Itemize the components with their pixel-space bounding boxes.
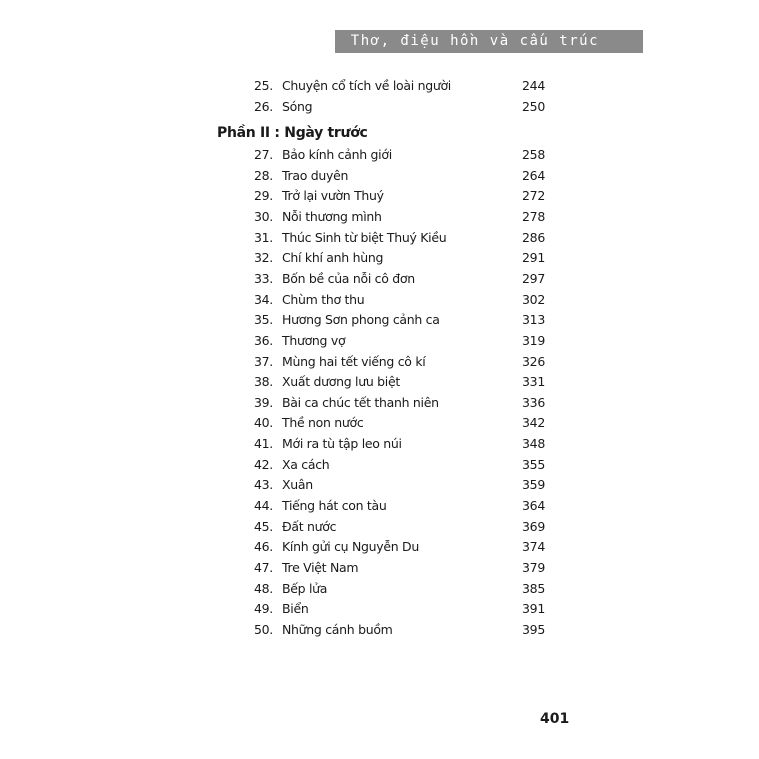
toc-entry-number: 38.: [254, 374, 273, 390]
toc-entry-page: 385: [522, 580, 545, 596]
toc-entry-title: Tiếng hát con tàu: [282, 498, 387, 514]
toc-entry: [0, 186, 600, 206]
toc-entry-page: 258: [522, 147, 545, 162]
toc-entry-title: Mùng hai tết viếng cô kí: [282, 353, 426, 369]
toc-entry-number: 34.: [254, 291, 273, 307]
toc-entry-page: 250: [522, 99, 545, 114]
running-header-title: Thơ, điệu hồn và cấu trúc: [350, 33, 599, 49]
toc-entry-number: 47.: [254, 560, 273, 575]
toc-entry-title: Tre Việt Nam: [282, 560, 359, 575]
toc-entry-number: 39.: [254, 394, 273, 410]
toc-entry-title: Bốn bề của nỗi cô đơn: [282, 270, 415, 286]
toc-entry-page: 359: [522, 477, 545, 493]
toc-entry-title: Chùm thơ thu: [282, 291, 365, 307]
toc-entry-page: 379: [522, 560, 545, 575]
toc-entry-page: 395: [522, 621, 545, 637]
toc-entry-page: 297: [522, 270, 545, 286]
toc-entry: [0, 290, 600, 310]
toc-entry-number: 32.: [254, 250, 273, 266]
toc-entry: [0, 248, 600, 268]
toc-entry: [0, 372, 600, 392]
running-header: [335, 30, 643, 53]
toc-entry: [0, 228, 600, 248]
toc-entry-page: 313: [522, 312, 545, 328]
toc-entry-title: Chuyện cổ tích về loài người: [282, 78, 451, 93]
toc-entry-title: Kính gửi cụ Nguyễn Du: [282, 539, 419, 555]
toc-entry: [0, 331, 600, 351]
toc-entry-number: 46.: [254, 539, 273, 555]
toc-entry-title: Bài ca chúc tết thanh niên: [282, 394, 439, 410]
toc-entry-page: 391: [522, 601, 545, 617]
toc-entry-page: 264: [522, 167, 545, 183]
toc-entry-title: Thương vợ: [282, 332, 346, 348]
toc-entry: [0, 413, 600, 433]
toc-entry-number: 33.: [254, 270, 273, 286]
toc-entry-number: 42.: [254, 456, 273, 472]
toc-entry-title: Sóng: [282, 99, 313, 114]
toc-entry-number: 40.: [254, 415, 273, 431]
toc-entry-number: 44.: [254, 498, 273, 514]
section-heading: Phần II : Ngày trước: [217, 125, 368, 141]
toc-entry-number: 45.: [254, 518, 273, 534]
toc-entry-page: 374: [522, 539, 545, 555]
toc-entry: [0, 620, 600, 640]
toc-entry: [0, 599, 600, 619]
toc-entry-title: Thề non nước: [282, 415, 364, 431]
toc-entry-page: 355: [522, 456, 545, 472]
toc-entry: [0, 76, 600, 96]
toc-entry: [0, 496, 600, 516]
toc-entry-number: 25.: [254, 78, 273, 93]
toc-entry: [0, 455, 600, 475]
toc-entry-title: Bếp lửa: [282, 580, 328, 596]
toc-entry-page: 336: [522, 394, 545, 410]
toc-entry-title: Những cánh buồm: [282, 621, 393, 637]
toc-entry-number: 49.: [254, 601, 273, 617]
toc-entry-number: 30.: [254, 208, 273, 224]
toc-entry-page: 319: [522, 332, 545, 348]
toc-entry-title: Xuất dương lưu biệt: [282, 374, 400, 390]
toc-entry-number: 29.: [254, 188, 273, 204]
toc-entry: [0, 558, 600, 578]
toc-entry: [0, 434, 600, 454]
toc-entry: [0, 269, 600, 289]
toc-entry-number: 37.: [254, 353, 273, 369]
toc-entry: [0, 537, 600, 557]
toc-entry-title: Xa cách: [282, 456, 330, 472]
toc-entry-page: 369: [522, 518, 545, 534]
toc-entry-title: Thúc Sinh từ biệt Thuý Kiều: [282, 229, 447, 245]
toc-entry: [0, 393, 600, 413]
toc-entry-number: 41.: [254, 436, 273, 452]
toc-entry-page: 348: [522, 436, 545, 452]
toc-entry-title: Hương Sơn phong cảnh ca: [282, 312, 440, 328]
toc-entry-number: 36.: [254, 332, 273, 348]
toc-entry-page: 244: [522, 78, 545, 93]
toc-entry-number: 27.: [254, 147, 273, 162]
toc-entry-number: 26.: [254, 99, 273, 114]
toc-entry-title: Trao duyên: [282, 167, 349, 183]
toc-entry-page: 342: [522, 415, 545, 431]
page-number: 401: [540, 711, 570, 727]
toc-entry-title: Nỗi thương mình: [282, 208, 382, 224]
toc-entry: [0, 310, 600, 330]
toc-entry-title: Biển: [282, 601, 309, 617]
toc-entry-page: 278: [522, 208, 545, 224]
toc-entry-number: 35.: [254, 312, 273, 328]
toc-entry: [0, 145, 600, 165]
toc-entry-page: 326: [522, 353, 545, 369]
toc-entry-page: 364: [522, 498, 545, 514]
toc-entry-title: Bảo kính cảnh giới: [282, 147, 392, 162]
toc-entry-page: 302: [522, 291, 545, 307]
toc-entry-page: 331: [522, 374, 545, 390]
toc-entry-title: Trở lại vườn Thuý: [282, 188, 384, 204]
toc-entry-title: Đất nước: [282, 518, 337, 534]
toc-entry-page: 272: [522, 188, 545, 204]
toc-entry-number: 43.: [254, 477, 273, 493]
toc-entry-title: Xuân: [282, 477, 313, 493]
toc-entry-number: 28.: [254, 167, 273, 183]
toc-entry: [0, 517, 600, 537]
toc-entry: [0, 97, 600, 117]
toc-entry: [0, 352, 600, 372]
toc-entry-number: 31.: [254, 229, 273, 245]
toc-entry: [0, 207, 600, 227]
toc-entry-number: 50.: [254, 621, 273, 637]
toc-entry-title: Chí khí anh hùng: [282, 250, 384, 266]
toc-entry-number: 48.: [254, 580, 273, 596]
toc-entry: [0, 166, 600, 186]
toc-entry: [0, 475, 600, 495]
toc-entry-page: 286: [522, 229, 545, 245]
toc-entry-title: Mới ra tù tập leo núi: [282, 436, 402, 452]
toc-entry: [0, 579, 600, 599]
toc-entry-page: 291: [522, 250, 545, 266]
